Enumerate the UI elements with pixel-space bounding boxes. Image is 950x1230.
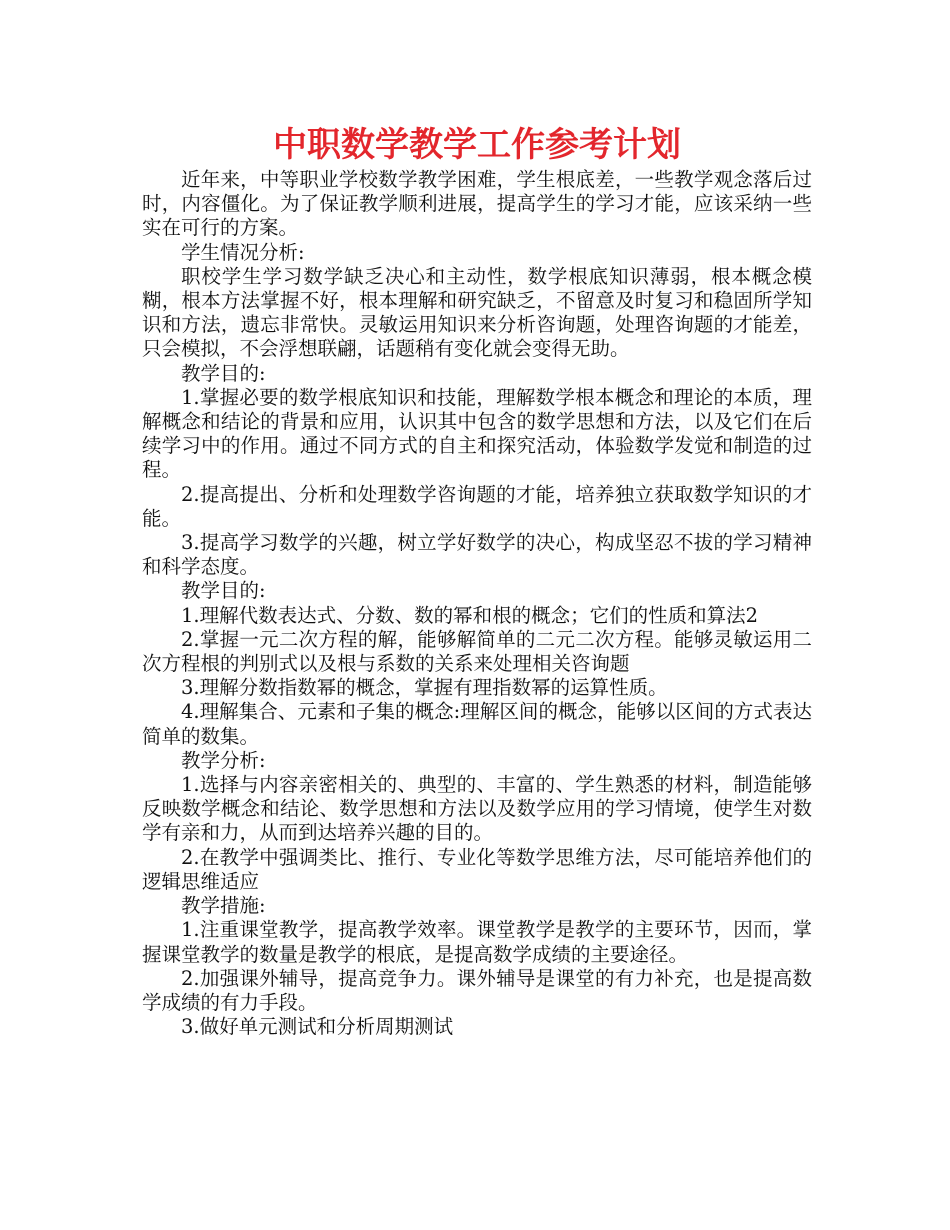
paragraph-analysis-2: 2.在教学中强调类比、推行、专业化等数学思维方法，尽可能培养他们的逻辑思维适应	[142, 845, 812, 893]
paragraph-measure-2: 2.加强课外辅导，提高竞争力。课外辅导是课堂的有力补充，也是提高数学成绩的有力手段。	[142, 966, 812, 1014]
paragraph-objective-1: 1.理解代数表达式、分数、数的幂和根的概念；它们的性质和算法2	[181, 603, 759, 627]
paragraph-objective-4: 4.理解集合、元素和子集的概念:理解区间的概念，能够以区间的方式表达简单的数集。	[142, 700, 812, 748]
paragraph-objective-3: 3.理解分数指数幂的概念，掌握有理指数幂的运算性质。	[181, 676, 668, 700]
document-title: 中职数学教学工作参考计划	[273, 125, 681, 165]
paragraph-analysis-1: 1.选择与内容亲密相关的、典型的、丰富的、学生熟悉的材料，制造能够反映数学概念和结论、数学思想和方法以及数学应用的学习情境，使学生对数学有亲和力，从而到达培养兴趣的目的。	[142, 773, 812, 845]
paragraph-measure-1: 1.注重课堂教学，提高教学效率。课堂教学是教学的主要环节，因而，掌握课堂教学的数量是教学的根底，是提高数学成绩的主要途径。	[142, 918, 812, 966]
heading-teaching-goals: 教学目的:	[181, 361, 266, 385]
heading-teaching-analysis: 教学分析:	[181, 748, 266, 772]
heading-teaching-measures: 教学措施:	[181, 894, 266, 918]
paragraph-student-analysis: 职校学生学习数学缺乏决心和主动性，数学根底知识薄弱，根本概念模糊，根本方法掌握不好，根本理解和研究缺乏，不留意及时复习和稳固所学知识和方法，遗忘非常快。灵敏运用知识来分析咨询题，处理咨询题的才能差，只会模拟，不会浮想联翩，话题稍有变化就会变得无助。	[142, 264, 812, 361]
paragraph-goal-1: 1.掌握必要的数学根底知识和技能，理解数学根本概念和理论的本质，理解概念和结论的背景和应用，认识其中包含的数学思想和方法，以及它们在后续学习中的作用。通过不同方式的自主和探究活动，体验数学发觉和制造的过程。	[142, 385, 812, 482]
paragraph-measure-3: 3.做好单元测试和分析周期测试	[181, 1015, 454, 1039]
paragraph-objective-2: 2.掌握一元二次方程的解，能够解简单的二元二次方程。能够灵敏运用二次方程根的判别式以及根与系数的关系来处理相关咨询题	[142, 627, 812, 676]
heading-teaching-objectives: 教学目的:	[181, 579, 266, 603]
document-body	[142, 168, 812, 1039]
paragraph-goal-2: 2.提高提出、分析和处理数学咨询题的才能，培养独立获取数学知识的才能。	[142, 482, 812, 530]
document-page	[142, 122, 812, 1039]
heading-student-analysis: 学生情况分析:	[181, 240, 305, 264]
paragraph-goal-3: 3.提高学习数学的兴趣，树立学好数学的决心，构成坚忍不拔的学习精神和科学态度。	[142, 531, 812, 579]
paragraph-intro: 近年来，中等职业学校数学教学困难，学生根底差，一些教学观念落后过时，内容僵化。为了保证教学顺利进展，提高学生的学习才能，应该采纳一些实在可行的方案。	[142, 168, 812, 240]
